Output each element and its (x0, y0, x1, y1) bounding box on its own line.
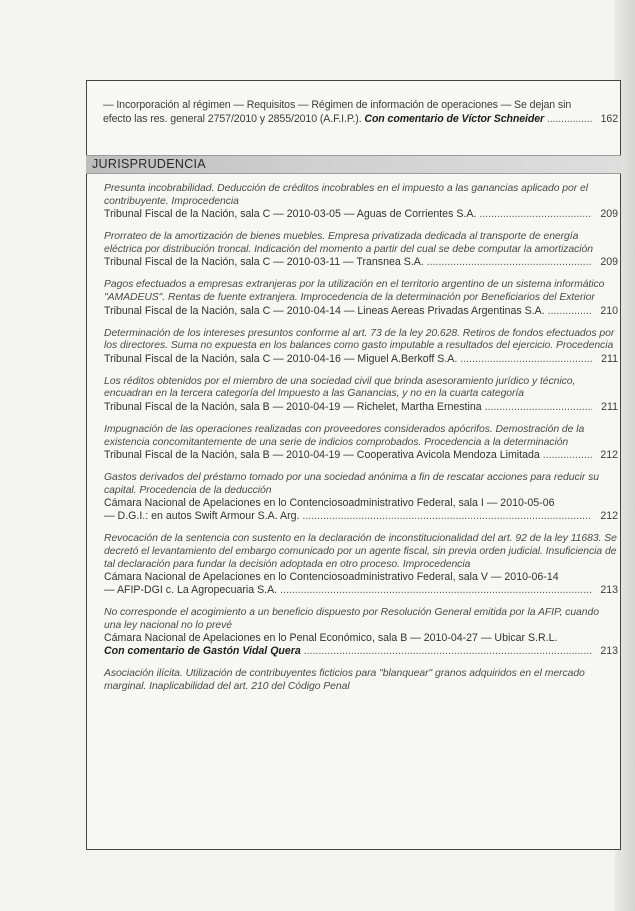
entry-citation-text: — AFIP-DGI c. La Agropecuaria S.A. (104, 584, 278, 597)
lead-entry (103, 98, 618, 126)
entry-citation (104, 208, 592, 221)
entry-title: Revocación de la sentencia con sustento en la declaración de inconstitucionalidad del art. 92 de la ley 11683. Se decretó el levantamiento del embargo comunicado por un agente fiscal, sin previa orden judicial. Insuficiencia de tal declaración para fundar la decisión adoptada en otro proceso. Improcedencia (104, 533, 617, 570)
entry-title: No corresponde el acogimiento a un beneficio dispuesto por Resolución General emitida por la AFIP, cuando una ley nacional no lo prevé (104, 607, 599, 631)
entry-citation-text: Tribunal Fiscal de la Nación, sala C — 2010-03-11 — Transnea S.A. (104, 256, 424, 269)
entry-citation-text: Tribunal Fiscal de la Nación, sala C — 2010-04-14 — Lineas Aereas Privadas Argentinas S.A. (104, 304, 545, 317)
entry-page-number: 213 (600, 645, 618, 658)
entry-citation (104, 305, 592, 318)
lead-line-2-text: efecto las res. general 2757/2010 y 2855/2010 (A.F.I.P.). (103, 113, 365, 125)
entry-court: Cámara Nacional de Apelaciones en lo Contenciosoadministrativo Federal, sala I — 2010-05-06 (104, 497, 555, 510)
lead-comment: Con comentario de Víctor Schneider (364, 113, 545, 125)
entry-title: Impugnación de las operaciones realizadas con proveedores considerados apócrifos. Demostración de la existencia concomitantemente de una serie de indicios comprobados. Procedencia a la determinación (104, 423, 585, 448)
list-item (104, 472, 618, 523)
entry-citation-text: Tribunal Fiscal de la Nación, sala C — 2010-04-16 — Miguel A.Berkoff S.A. (104, 352, 458, 365)
lead-line-1: — Incorporación al régimen — Requisitos — Régimen de información de operaciones — Se dejan sin (103, 99, 572, 111)
list-item (104, 328, 618, 366)
list-item (104, 668, 618, 693)
entry-page-number: 211 (601, 400, 618, 413)
jurisprudence-list (104, 183, 618, 703)
entry-comment: Con comentario de Gastón Vidal Quera (104, 645, 301, 658)
list-item (104, 424, 618, 462)
entry-citation (104, 353, 592, 366)
entry-title: Los réditos obtenidos por el miembro de una sociedad civil que brinda asesoramiento jurídico y técnico, encuadran en la tercera categoría del Impuesto a las Ganancias, y no en la cuarta categoría (104, 375, 576, 400)
entry-citation (104, 449, 592, 462)
entry-citation-text: Tribunal Fiscal de la Nación, sala C — 2010-03-05 — Aguas de Corrientes S.A. (104, 208, 477, 221)
entry-citation (104, 401, 592, 414)
section-title: JURISPRUDENCIA (92, 157, 206, 171)
entry-page-number: 213 (600, 584, 618, 597)
lead-line-2 (103, 112, 592, 126)
entry-page-number: 209 (600, 256, 618, 269)
entry-citation (104, 256, 592, 269)
entry-citation (104, 584, 592, 597)
entry-citation (104, 645, 592, 658)
entry-page-number: 212 (600, 449, 618, 462)
list-item (104, 376, 618, 414)
entry-citation (104, 510, 592, 523)
list-item (104, 279, 618, 317)
entry-page-number: 209 (600, 208, 618, 221)
entry-title: Prorrateo de la amortización de bienes muebles. Empresa privatizada dedicada al transporte de energía eléctrica por distribución troncal. Indicación del momento a partir del cual se debe computar la amortización (104, 231, 593, 255)
entry-title: Asociación ilícita. Utilización de contribuyentes ficticios para "blanquear" granos adquiridos en el mercado marginal. Inaplicabilidad del art. 210 del Código Penal (104, 668, 585, 692)
section-header (86, 155, 621, 174)
lead-page-number: 162 (600, 113, 618, 125)
list-item (104, 231, 618, 269)
list-item (104, 183, 618, 221)
entry-title: Presunta incobrabilidad. Deducción de créditos incobrables en el impuesto a las ganancias aplicado por el contribuyente. Improcedencia (104, 183, 588, 207)
entry-citation-text: Tribunal Fiscal de la Nación, sala B — 2010-04-19 — Cooperativa Avicola Mendoza Limitada (104, 449, 540, 462)
entry-title: Gastos derivados del préstamo tomado por una sociedad anónima a fin de rescatar acciones para reducir su capital. Procedencia de la deducción (104, 472, 599, 496)
entry-page-number: 211 (601, 352, 618, 365)
entry-citation-text: Tribunal Fiscal de la Nación, sala B — 2010-04-19 — Richelet, Martha Ernestina (104, 400, 482, 413)
entry-citation-text: — D.G.I.: en autos Swift Armour S.A. Arg. (104, 510, 300, 523)
entry-title: Determinación de los intereses presuntos conforme al art. 73 de la ley 20.628. Retiros de fondos efectuados por los directores. Suma no expuesta en los balances como gasto imputable a resultados del ejercicio. Procedencia (104, 327, 615, 352)
list-item (104, 533, 618, 597)
list-item (104, 607, 618, 658)
entry-court: Cámara Nacional de Apelaciones en lo Contenciosoadministrativo Federal, sala V — 2010-06-14 (104, 571, 559, 584)
entry-court: Cámara Nacional de Apelaciones en lo Penal Económico, sala B — 2010-04-27 — Ubicar S.R.L. (104, 632, 558, 645)
entry-page-number: 212 (600, 510, 618, 523)
entry-page-number: 210 (600, 304, 618, 317)
entry-title: Pagos efectuados a empresas extranjeras por la utilización en el territorio argentino de un sistema informático "AMADEUS". Rentas de fuente extranjera. Improcedencia de la determinación por Beneficiarios del Exterior (104, 279, 605, 303)
